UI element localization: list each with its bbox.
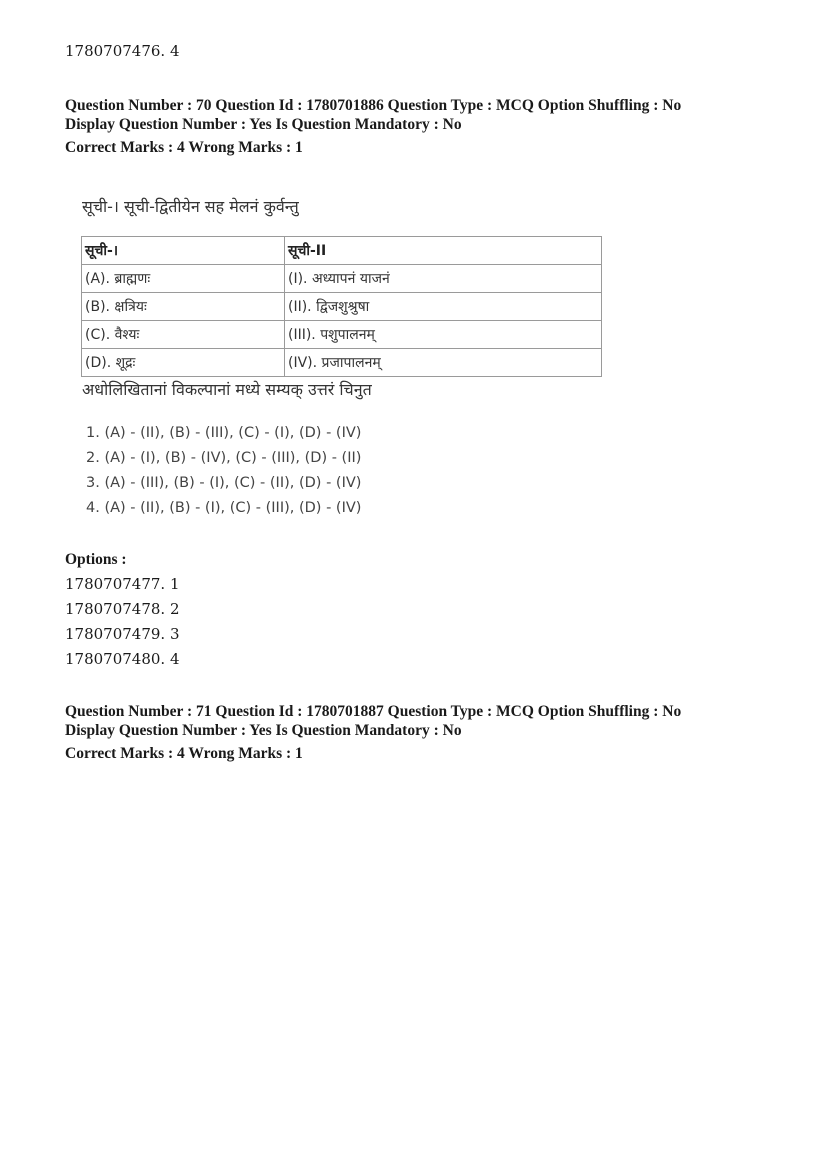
table-cell-right: (IV). प्रजापालनम्: [285, 349, 602, 377]
q70-header-line1: Question Number : 70 Question Id : 1780701886 Question Type : MCQ Option Shuffling : No: [65, 97, 682, 114]
table-row: [82, 349, 602, 377]
table-row: [82, 293, 602, 321]
q70-prompt: अधोलिखितानां विकल्पानां मध्ये सम्यक् उत्तरं चिनुत: [82, 380, 372, 399]
choice-2: 2. (A) - (I), (B) - (IV), (C) - (III), (D) - (II): [86, 450, 362, 466]
q71-marks: Correct Marks : 4 Wrong Marks : 1: [65, 745, 303, 762]
match-table: [81, 236, 602, 377]
choice-4: 4. (A) - (II), (B) - (I), (C) - (III), (D) - (IV): [86, 500, 362, 516]
q70-header-line2: Display Question Number : Yes Is Question Mandatory : No: [65, 116, 462, 133]
option-id-2: 1780707478. 2: [65, 600, 180, 618]
table-cell-left: (A). ब्राह्मणः: [82, 265, 285, 293]
choice-3: 3. (A) - (III), (B) - (I), (C) - (II), (D) - (IV): [86, 475, 362, 491]
q70-marks: Correct Marks : 4 Wrong Marks : 1: [65, 139, 303, 156]
table-cell-right: (III). पशुपालनम्: [285, 321, 602, 349]
table-cell-left: (B). क्षत्रियः: [82, 293, 285, 321]
table-row: [82, 265, 602, 293]
table-header-row: [82, 237, 602, 265]
option-id-4: 1780707480. 4: [65, 650, 180, 668]
q71-header-line1: Question Number : 71 Question Id : 1780701887 Question Type : MCQ Option Shuffling : No: [65, 703, 682, 720]
choice-1: 1. (A) - (II), (B) - (III), (C) - (I), (D) - (IV): [86, 425, 362, 441]
table-head-list2: सूची-II: [285, 237, 602, 265]
q71-header-line2: Display Question Number : Yes Is Question Mandatory : No: [65, 722, 462, 739]
previous-option-line: 1780707476. 4: [65, 42, 180, 60]
q70-instruction: सूची-। सूची-द्वितीयेन सह मेलनं कुर्वन्तु: [82, 197, 299, 216]
table-head-list1: सूची-।: [82, 237, 285, 265]
table-row: [82, 321, 602, 349]
table-cell-left: (D). शूद्रः: [82, 349, 285, 377]
options-label: Options :: [65, 551, 127, 568]
table-cell-right: (II). द्विजशुश्रुषा: [285, 293, 602, 321]
option-id-3: 1780707479. 3: [65, 625, 180, 643]
option-id-1: 1780707477. 1: [65, 575, 180, 593]
table-cell-right: (I). अध्यापनं याजनं: [285, 265, 602, 293]
table-cell-left: (C). वैश्यः: [82, 321, 285, 349]
